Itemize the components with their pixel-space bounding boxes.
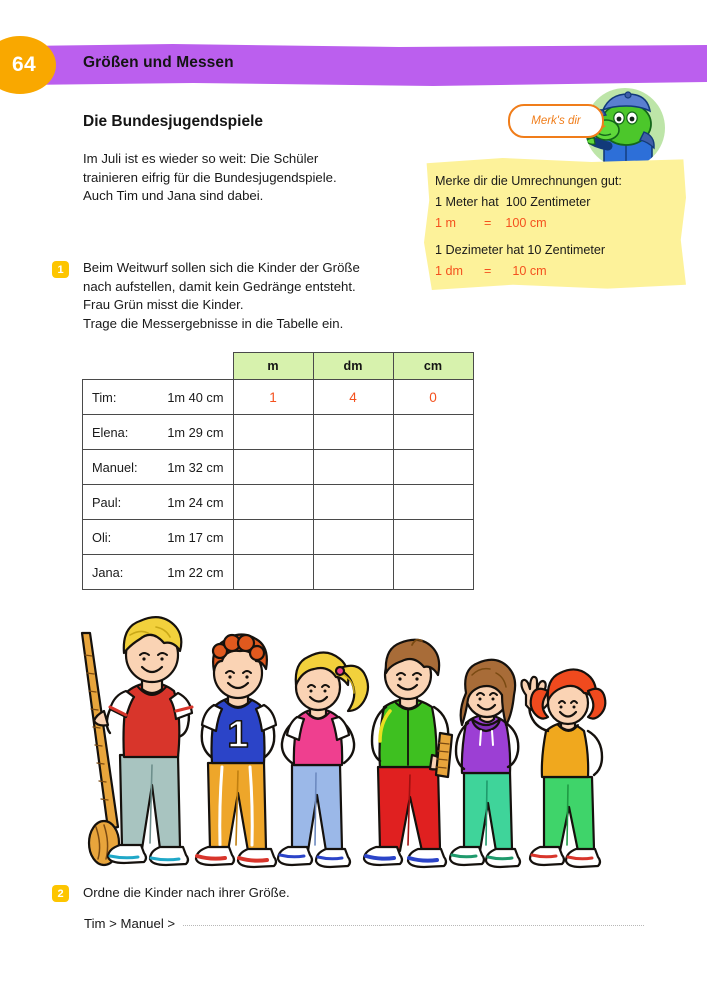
speech-bubble-text: Merk's dir (531, 115, 581, 127)
intro-paragraph (83, 150, 423, 206)
answer-value: 4 (349, 389, 357, 405)
children-svg (60, 615, 650, 870)
page-number: 64 (12, 53, 36, 76)
pupil-name: Paul: (92, 494, 122, 510)
column-header-dm: dm (313, 353, 393, 380)
child-5-purple-hoodie-girl (450, 660, 520, 867)
page-title: Die Bundesjugendspiele (83, 113, 264, 130)
memo-line: 1 Meter hat 100 Zentimeter (435, 195, 591, 209)
exercise-badge-2: 2 (52, 885, 69, 902)
answer-cell-dm[interactable] (313, 450, 393, 485)
answer-value: 1 (269, 389, 277, 405)
answer-cell-dm[interactable] (313, 555, 393, 590)
answer-blank-line[interactable] (183, 924, 644, 926)
measuring-stick-icon (82, 633, 119, 865)
task-2-text: Ordne die Kinder nach ihrer Größe. (83, 885, 290, 900)
pupil-name: Manuel: (92, 459, 138, 475)
pupil-name: Elena: (92, 424, 129, 440)
shirt-number: 1 (227, 714, 249, 756)
task-1-line: Trage die Messergebnisse in die Tabelle ein. (83, 315, 344, 331)
pupil-height: 1m 17 cm (167, 529, 224, 545)
table-row (83, 555, 474, 590)
intro-line: Im Juli ist es wieder so weit: Die Schüler (83, 151, 319, 166)
answer-cell-cm[interactable] (393, 380, 473, 415)
intro-line: Auch Tim und Jana sind dabei. (83, 188, 264, 204)
pupil-name: Tim: (92, 389, 117, 405)
task-1-text (83, 259, 433, 333)
pupil-height: 1m 24 cm (167, 494, 224, 510)
answer-cell-dm[interactable] (313, 380, 393, 415)
task-1-line: Frau Grün misst die Kinder. (83, 297, 244, 313)
answer-cell-m[interactable] (233, 415, 313, 450)
child-6-pigtails-girl (522, 669, 606, 867)
answer-cell-m[interactable] (233, 555, 313, 590)
pupil-cell (83, 415, 234, 450)
speech-bubble (508, 104, 604, 138)
exercise-badge-1: 1 (52, 261, 69, 278)
answer-cell-m[interactable] (233, 520, 313, 555)
pupil-name: Jana: (92, 564, 124, 580)
column-header-cm: cm (393, 353, 473, 380)
table-row (83, 485, 474, 520)
measurements-table (82, 352, 474, 590)
pupil-cell (83, 450, 234, 485)
answer-cell-dm[interactable] (313, 485, 393, 520)
pupil-height: 1m 29 cm (167, 424, 224, 440)
table-row (83, 450, 474, 485)
answer-cell-dm[interactable] (313, 520, 393, 555)
pupil-height: 1m 32 cm (167, 459, 224, 475)
answer-cell-cm[interactable] (393, 555, 473, 590)
answer-cell-m[interactable] (233, 380, 313, 415)
pupil-height: 1m 22 cm (167, 564, 224, 580)
pupil-cell (83, 380, 234, 415)
answer-line-row (84, 916, 644, 931)
memo-note-text (435, 171, 685, 282)
answer-cell-m[interactable] (233, 485, 313, 520)
column-header-m: m (233, 353, 313, 380)
table-corner-cell (83, 353, 234, 380)
memo-line-accent: 1 dm = 10 cm (435, 264, 547, 278)
pupil-height: 1m 40 cm (167, 389, 224, 405)
pupil-cell (83, 555, 234, 590)
answer-cell-m[interactable] (233, 450, 313, 485)
task-1-line: nach aufstellen, damit kein Gedränge entsteht. (83, 278, 356, 294)
memo-line-accent: 1 m = 100 cm (435, 216, 547, 230)
memo-line: Merke dir die Umrechnungen gut: (435, 174, 622, 188)
task-1-line: Beim Weitwurf sollen sich die Kinder der Größe (83, 260, 360, 275)
table-row (83, 520, 474, 555)
answer-cell-cm[interactable] (393, 485, 473, 520)
six-children-lineup-illustration (60, 615, 650, 870)
table-row (83, 415, 474, 450)
child-4-green-jacket-boy (364, 640, 452, 867)
mascot-area (500, 88, 680, 170)
chapter-title: Größen und Messen (83, 54, 234, 71)
answer-cell-cm[interactable] (393, 450, 473, 485)
pupil-cell (83, 485, 234, 520)
answer-cell-cm[interactable] (393, 415, 473, 450)
answer-prefix: Tim > Manuel > (84, 916, 176, 931)
intro-line: trainieren eifrig für die Bundesjugendspiele. (83, 169, 337, 185)
table-row (83, 380, 474, 415)
table-header-row (83, 353, 474, 380)
pupil-name: Oli: (92, 529, 112, 545)
pupil-cell (83, 520, 234, 555)
small-ruler-icon (436, 733, 452, 777)
answer-cell-cm[interactable] (393, 520, 473, 555)
child-3-blonde-girl (278, 652, 368, 867)
answer-cell-dm[interactable] (313, 415, 393, 450)
memo-line: 1 Dezimeter hat 10 Zentimeter (435, 243, 606, 257)
child-2-redhead-boy (196, 634, 276, 867)
answer-value: 0 (429, 389, 437, 405)
